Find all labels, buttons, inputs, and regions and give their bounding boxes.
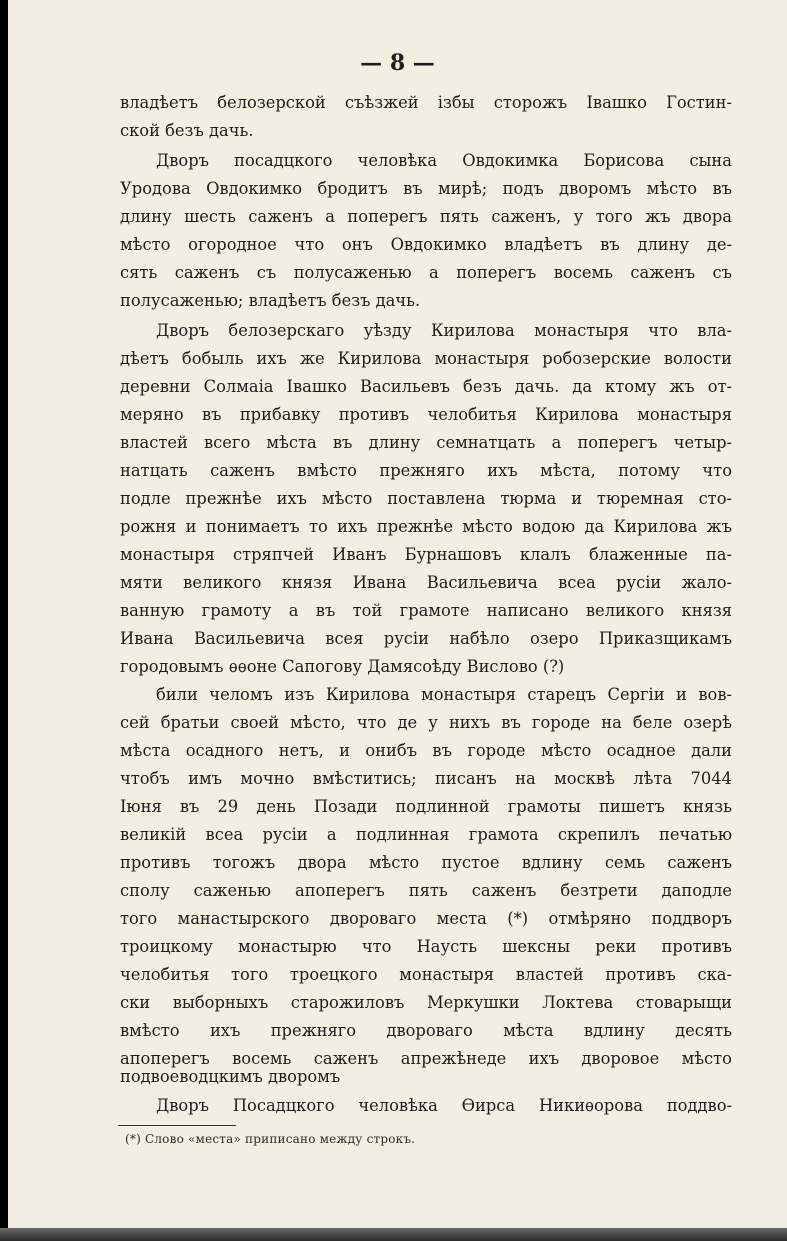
footnote-rule	[118, 1125, 236, 1126]
text-line: ванную грамоту а въ той грамоте написано великого князя	[120, 601, 732, 620]
paragraph-start-line: Дворъ белозерскаго уѣзду Кирилова монастыря что вла-	[156, 321, 732, 340]
text-line: ской безъ дачь.	[120, 121, 254, 140]
text-line: владѣетъ белозерской съѣзжей iзбы сторожъ Iвашко Гостин-	[120, 93, 732, 112]
text-line: сять саженъ съ полусаженью а поперегъ восемь саженъ съ	[120, 263, 732, 282]
text-line: сполу саженью апоперегъ пять саженъ безтрети даподле	[120, 881, 732, 900]
page-number: — 8 —	[360, 50, 435, 76]
text-line: деревни Солмаiа Iвашко Васильевъ безъ дачь. да ктому жъ от-	[120, 377, 732, 396]
text-line: сей братьи своей мѣсто, что де у нихъ въ городе на беле озерѣ	[120, 713, 732, 732]
scan-left-edge	[0, 0, 8, 1241]
text-line: ски выборныхъ старожиловъ Меркушки Локтева стоварыщи	[120, 993, 732, 1012]
text-line: того манастырского двороваго места (*) отмѣряно поддворъ	[120, 909, 732, 928]
document-page	[8, 0, 787, 1228]
text-line: вмѣсто ихъ прежняго двороваго мѣста вдлину десять	[120, 1021, 732, 1040]
text-line: апоперегъ восемь саженъ апрежѣнеде ихъ дворовое мѣсто	[120, 1049, 732, 1068]
text-line: мѣсто огородное что онъ Овдокимко владѣетъ въ длину де-	[120, 235, 732, 254]
paragraph-start-line: Дворъ посадцкого человѣка Овдокимка Борисова сына	[156, 151, 732, 170]
text-line: рожня и понимаетъ то ихъ прежнѣе мѣсто водою да Кирилова жъ	[120, 517, 732, 536]
text-line: челобитья того троецкого монастыря властей противъ ска-	[120, 965, 732, 984]
text-line: мяти великого князя Ивана Васильевича всеа русiи жало-	[120, 573, 732, 592]
text-line: подвоеводцкимъ дворомъ	[120, 1067, 341, 1086]
text-line: длину шесть саженъ а поперегъ пять саженъ, у того жъ двора	[120, 207, 732, 226]
text-line: великiй всеа русiи а подлинная грамота скрепилъ печатью	[120, 825, 732, 844]
text-line: подле прежнѣе ихъ мѣсто поставлена тюрма и тюремная сто-	[120, 489, 732, 508]
text-line: полусаженью; владѣетъ безъ дачь.	[120, 291, 421, 310]
text-line: Ивана Васильевича всея русiи набѣло озеро Приказщикамъ	[120, 629, 732, 648]
text-line: монастыря стряпчей Иванъ Бурнашовъ клалъ блаженные па-	[120, 545, 732, 564]
paragraph-start-line: били челомъ изъ Кирилова монастыря старецъ Сергiи и вов-	[156, 685, 732, 704]
text-line: чтобъ имъ мочно вмѣститись; писанъ на москвѣ лѣта 7044	[120, 769, 732, 788]
text-line: троицкому монастырю что Наусть шексны реки противъ	[120, 937, 732, 956]
text-line: меряно въ прибавку противъ челобитья Кирилова монастыря	[120, 405, 732, 424]
text-line: городовымъ ѳѳоне Сапогову Дамясоѣду Вислово (?)	[120, 657, 565, 676]
footnote: (*) Слово «места» приписано между строкъ.	[125, 1132, 416, 1146]
text-line: Iюня въ 29 день Позади подлинной грамоты пишетъ князь	[120, 797, 732, 816]
text-line: властей всего мѣста въ длину семнатцать а поперегъ четыр-	[120, 433, 732, 452]
text-line: дѣетъ бобыль ихъ же Кирилова монастыря робозерские волости	[120, 349, 732, 368]
text-line: мѣста осадного нетъ, и онибъ въ городе мѣсто осадное дали	[120, 741, 732, 760]
text-line: Уродова Овдокимко бродитъ въ мирѣ; подъ дворомъ мѣсто въ	[120, 179, 732, 198]
scan-bottom-edge	[0, 1228, 787, 1241]
text-line: натцать саженъ вмѣсто прежняго ихъ мѣста, потому что	[120, 461, 732, 480]
text-line: противъ тогожъ двора мѣсто пустое вдлину семь саженъ	[120, 853, 732, 872]
paragraph-start-line: Дворъ Посадцкого человѣка Ѳирса Никиѳорова поддво-	[156, 1096, 732, 1115]
